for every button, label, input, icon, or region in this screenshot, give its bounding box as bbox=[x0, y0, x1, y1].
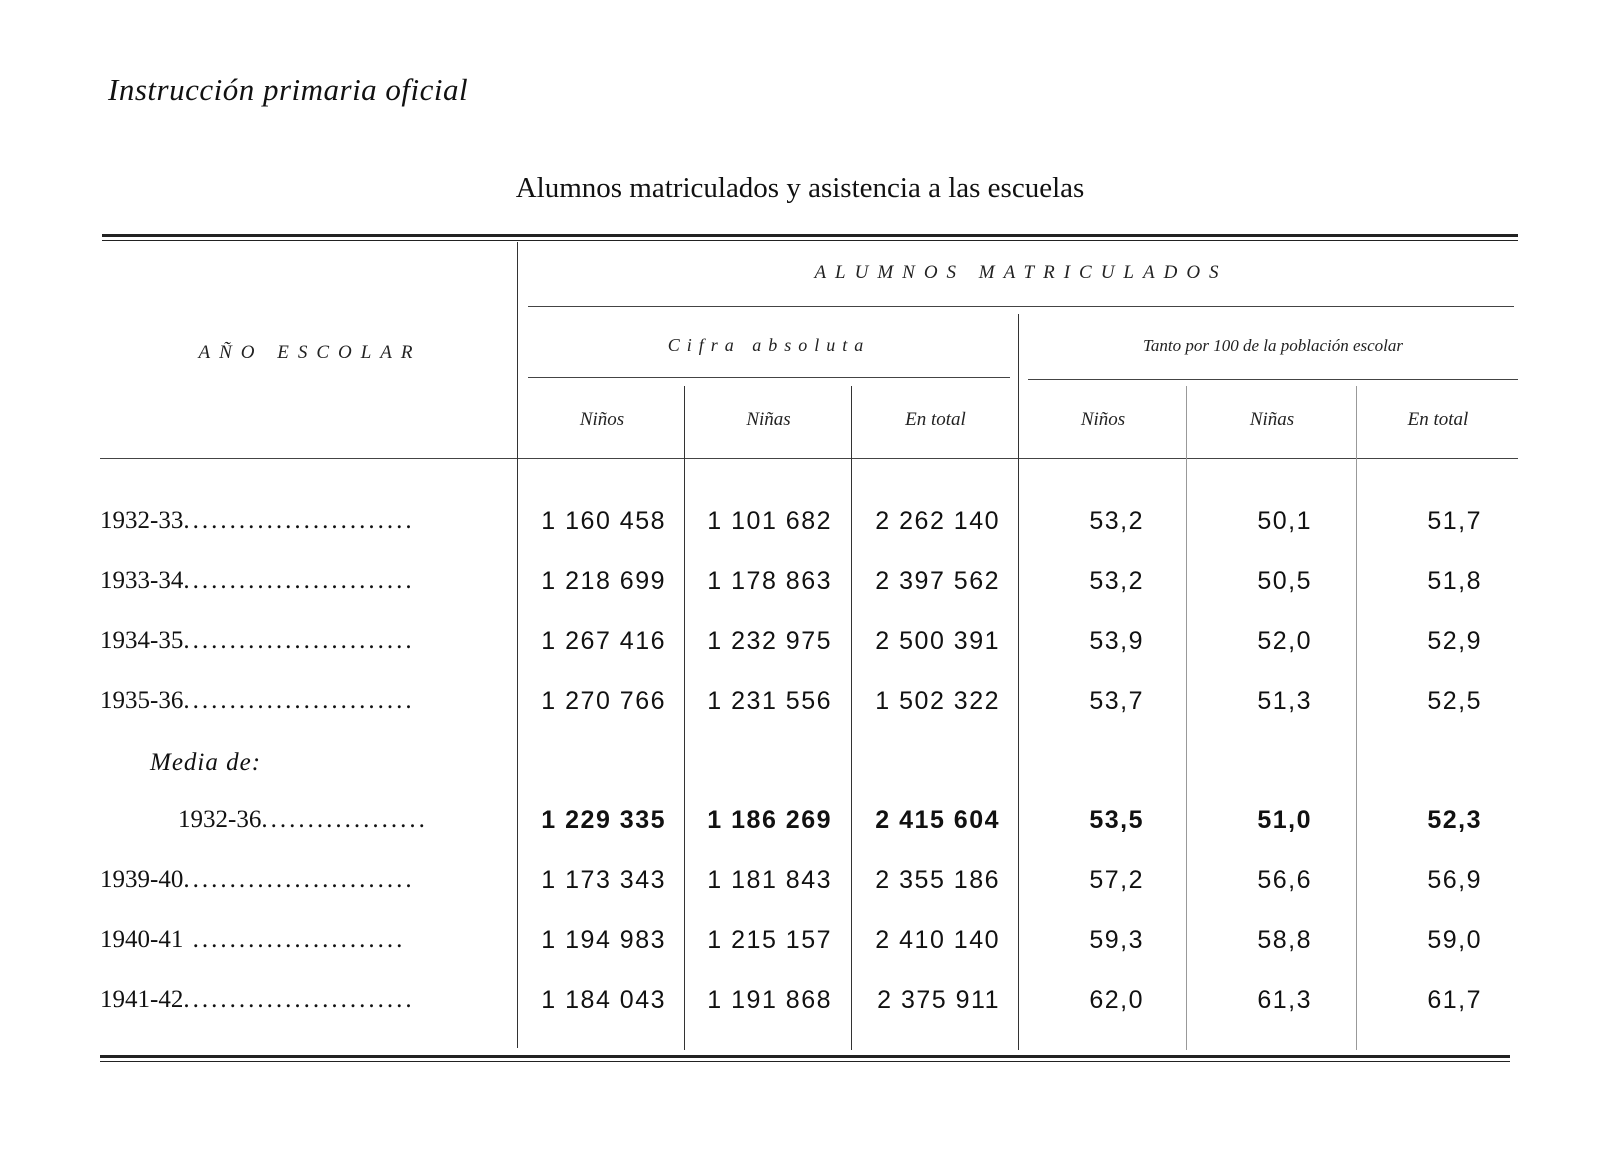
absolute-rule bbox=[528, 377, 1010, 378]
cell-pct-ninas: 56,6 bbox=[1257, 866, 1312, 894]
col-header-pct-total: En total bbox=[1407, 409, 1469, 430]
percent-rule bbox=[1028, 379, 1518, 380]
cell-abs-ninas: 1 215 157 bbox=[707, 926, 832, 954]
cell-pct-ninos: 62,0 bbox=[1089, 986, 1144, 1014]
cell-abs-ninos: 1 173 343 bbox=[541, 866, 666, 894]
cell-abs-total: 2 415 604 bbox=[875, 806, 1000, 834]
cell-abs-total: 1 502 322 bbox=[875, 687, 1000, 715]
absolute-header: Cifra absoluta bbox=[667, 335, 871, 355]
bottom-rule bbox=[100, 1055, 1510, 1062]
group-rule bbox=[528, 306, 1514, 307]
cell-pct-ninos: 53,2 bbox=[1089, 507, 1144, 535]
col-header-abs-total: En total bbox=[905, 409, 966, 430]
cell-pct-total: 56,9 bbox=[1427, 866, 1482, 894]
cell-abs-total: 2 410 140 bbox=[875, 926, 1000, 954]
cell-pct-ninos: 53,9 bbox=[1089, 627, 1144, 655]
row-year: 1932-36.................. bbox=[178, 806, 428, 833]
row-year: 1939-40......................... bbox=[100, 866, 415, 893]
cell-abs-ninas: 1 232 975 bbox=[707, 627, 832, 655]
cell-pct-total: 59,0 bbox=[1427, 926, 1482, 954]
col-header-abs-ninos: Niños bbox=[579, 409, 625, 430]
average-label: Media de: bbox=[150, 749, 262, 776]
cell-abs-ninos: 1 194 983 bbox=[541, 926, 666, 954]
cell-pct-total: 52,9 bbox=[1427, 627, 1482, 655]
cell-abs-ninas: 1 178 863 bbox=[707, 567, 832, 595]
percent-header: Tanto por 100 de la población escolar bbox=[1142, 336, 1404, 355]
year-header: AÑO ESCOLAR bbox=[198, 342, 422, 363]
cell-pct-ninas: 52,0 bbox=[1257, 627, 1312, 655]
table-row bbox=[0, 986, 1600, 1026]
cell-abs-total: 2 375 911 bbox=[877, 986, 1000, 1014]
cell-abs-ninas: 1 101 682 bbox=[707, 507, 832, 535]
row-year: 1934-35......................... bbox=[100, 627, 415, 654]
cell-abs-total: 2 355 186 bbox=[875, 866, 1000, 894]
table-row-average bbox=[0, 806, 1600, 846]
cell-abs-total: 2 262 140 bbox=[875, 507, 1000, 535]
cell-abs-ninos: 1 229 335 bbox=[541, 806, 666, 834]
cell-abs-ninas: 1 186 269 bbox=[707, 806, 832, 834]
cell-abs-ninas: 1 191 868 bbox=[707, 986, 832, 1014]
table-row bbox=[0, 627, 1600, 667]
cell-abs-total: 2 500 391 bbox=[875, 627, 1000, 655]
cell-abs-ninas: 1 181 843 bbox=[707, 866, 832, 894]
table-row bbox=[0, 687, 1600, 727]
cell-pct-total: 61,7 bbox=[1427, 986, 1482, 1014]
row-year: 1940-41 ....................... bbox=[100, 926, 406, 953]
cell-pct-ninos: 53,2 bbox=[1089, 567, 1144, 595]
header-bottom-rule bbox=[100, 458, 1518, 459]
row-year: 1932-33......................... bbox=[100, 507, 415, 534]
top-rule bbox=[102, 234, 1518, 241]
table-row bbox=[0, 567, 1600, 607]
cell-abs-ninas: 1 231 556 bbox=[707, 687, 832, 715]
cell-pct-ninos: 53,7 bbox=[1089, 687, 1144, 715]
cell-pct-ninos: 59,3 bbox=[1089, 926, 1144, 954]
cell-pct-ninos: 53,5 bbox=[1089, 806, 1144, 834]
row-year: 1941-42......................... bbox=[100, 986, 415, 1013]
row-year: 1933-34......................... bbox=[100, 567, 415, 594]
row-year: 1935-36......................... bbox=[100, 687, 415, 714]
cell-abs-total: 2 397 562 bbox=[875, 567, 1000, 595]
cell-pct-total: 51,7 bbox=[1427, 507, 1482, 535]
cell-abs-ninos: 1 160 458 bbox=[541, 507, 666, 535]
cell-pct-total: 52,3 bbox=[1427, 806, 1482, 834]
table-title: Alumnos matriculados y asistencia a las escuelas bbox=[515, 172, 1085, 204]
table-row bbox=[0, 507, 1600, 547]
cell-pct-ninas: 50,1 bbox=[1257, 507, 1312, 535]
col-header-pct-ninas: Niñas bbox=[1249, 409, 1295, 430]
cell-abs-ninos: 1 184 043 bbox=[541, 986, 666, 1014]
cell-pct-ninas: 58,8 bbox=[1257, 926, 1312, 954]
cell-abs-ninos: 1 267 416 bbox=[541, 627, 666, 655]
cell-abs-ninos: 1 218 699 bbox=[541, 567, 666, 595]
cell-pct-ninas: 61,3 bbox=[1257, 986, 1312, 1014]
cell-abs-ninos: 1 270 766 bbox=[541, 687, 666, 715]
cell-pct-total: 51,8 bbox=[1427, 567, 1482, 595]
section-heading: Instrucción primaria oficial bbox=[108, 72, 469, 107]
col-header-pct-ninos: Niños bbox=[1080, 409, 1126, 430]
cell-pct-total: 52,5 bbox=[1427, 687, 1482, 715]
table-row bbox=[0, 866, 1600, 906]
cell-pct-ninas: 50,5 bbox=[1257, 567, 1312, 595]
col-header-abs-ninas: Niñas bbox=[746, 409, 791, 430]
group-header: ALUMNOS MATRICULADOS bbox=[814, 262, 1228, 283]
cell-pct-ninas: 51,3 bbox=[1257, 687, 1312, 715]
table-row bbox=[0, 926, 1600, 966]
cell-pct-ninas: 51,0 bbox=[1257, 806, 1312, 834]
cell-pct-ninos: 57,2 bbox=[1089, 866, 1144, 894]
